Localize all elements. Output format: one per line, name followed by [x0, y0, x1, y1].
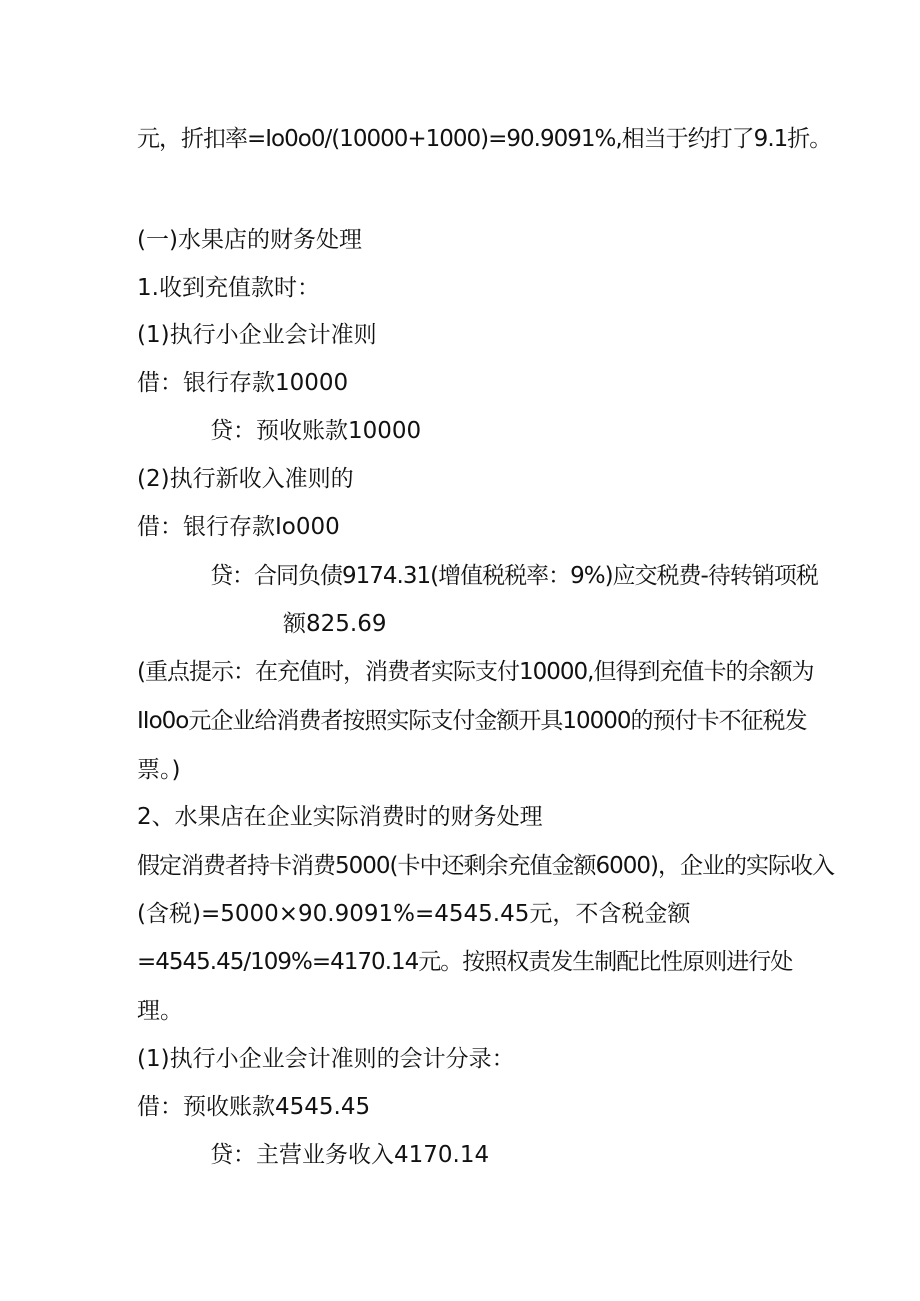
section-heading-consumption: 2、水果店在企业实际消费时的财务处理: [137, 804, 543, 830]
note-key-point-line-1: (重点提示：在充值时，消费者实际支付10000,但得到充值卡的余额为: [137, 659, 814, 685]
entry-debit-advance-receipts: 借：预收账款4545.45: [137, 1094, 371, 1120]
text-line-consumption-2: (含税)=5000×90.9091%=4545.45元，不含税金额: [137, 901, 691, 927]
subheading-small-enterprise-standard: (1)执行小企业会计准则: [137, 322, 377, 348]
subheading-receive-topup: 1.收到充值款时：: [137, 275, 320, 301]
entry-debit-bank-deposit-2: 借：银行存款Io000: [137, 514, 340, 540]
subheading-new-revenue-standard: (2)执行新收入准则的: [137, 466, 354, 492]
text-line-consumption-4: 理。: [137, 998, 183, 1024]
entry-debit-bank-deposit: 借：银行存款10000: [137, 370, 349, 396]
subheading-small-enterprise-entries: (1)执行小企业会计准则的会计分录：: [137, 1046, 515, 1072]
note-key-point-line-3: 票。): [137, 757, 181, 783]
text-line-consumption-1: 假定消费者持卡消费5000(卡中还剩余充值金额6000)，企业的实际收入: [137, 853, 835, 879]
text-line-discount-rate: 元，折扣率=Io0o0/(10000+1000)=90.9091%,相当于约打了9.1折。: [137, 126, 832, 152]
text-line-consumption-3: =4545.45/109%=4170.14元。按照权责发生制配比性原则进行处: [137, 949, 793, 975]
entry-credit-main-revenue: 贷：主营业务收入4170.14: [210, 1142, 490, 1168]
entry-credit-advance-receipts: 贷：预收账款10000: [210, 418, 422, 444]
section-heading-fruit-shop: (一)水果店的财务处理: [137, 227, 362, 253]
entry-credit-tax-amount: 额825.69: [283, 611, 387, 637]
note-key-point-line-2: IIo0o元企业给消费者按照实际支付金额开具10000的预付卡不征税发: [137, 708, 807, 734]
entry-credit-contract-liability: 贷：合同负债9174.31(增值税税率：9%)应交税费-待转销项税: [210, 563, 818, 589]
